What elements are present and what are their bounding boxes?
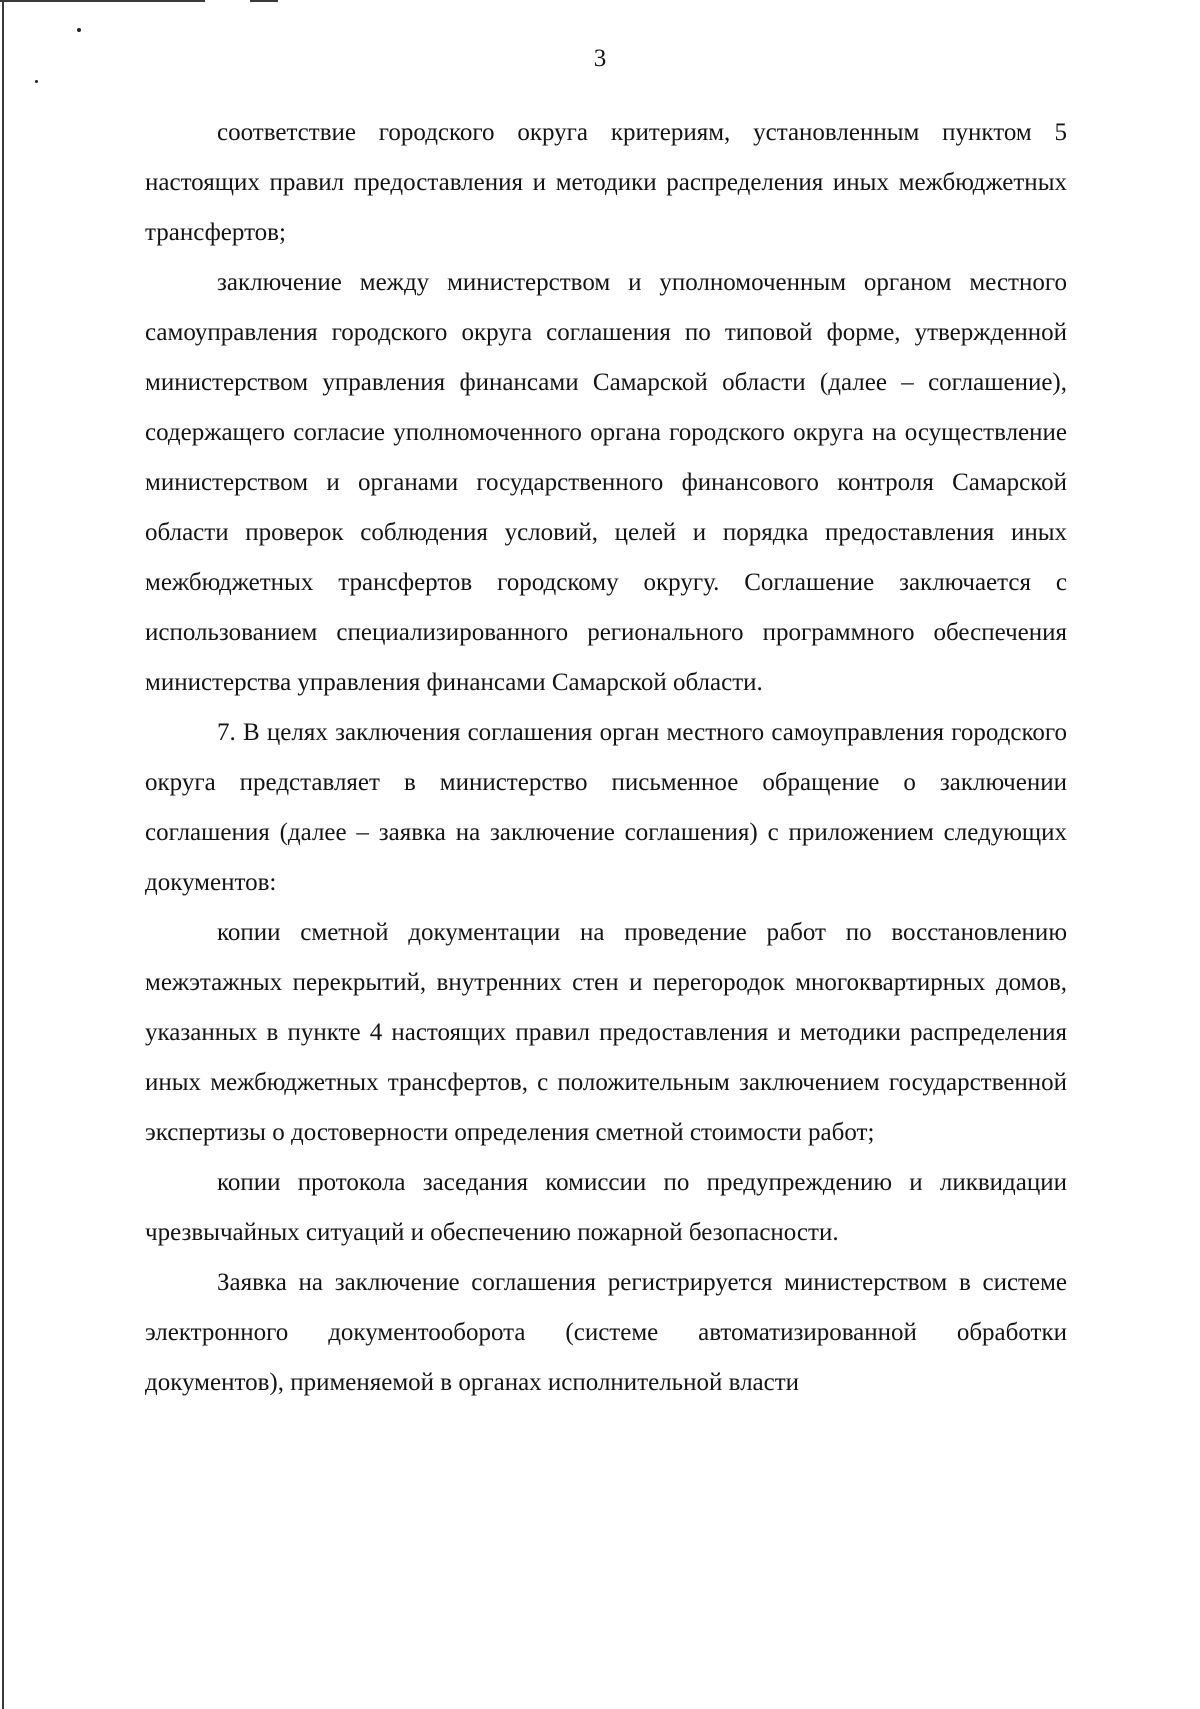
paragraph-agreement: заключение между министерством и уполномоченным органом местного самоуправления городского округа соглашения по типовой форме, утвержденной министерством управления финансами Самарской области (далее – соглашение), содержащего согласие уполномоченного органа городского округа на осуществление министерством и органами государственного финансового контроля Самарской области проверок соблюдения условий, целей и порядка предоставления иных межбюджетных трансфертов городскому округу. Соглашение заключается с использованием специализированного регионального программного обеспечения министерства управления финансами Самарской области.	[145, 269, 1067, 696]
paragraph-application-registration: Заявка на заключение соглашения регистрируется министерством в системе электронного документооборота (системе автоматизированной обработки документов), применяемой в органах исполнительной власти	[145, 1269, 1067, 1396]
paragraph-criteria: соответствие городского округа критериям, установленным пунктом 5 настоящих правил предоставления и методики распределения иных межбюджетных трансфертов;	[145, 119, 1067, 246]
paragraph-protocol-copies: копии протокола заседания комиссии по предупреждению и ликвидации чрезвычайных ситуаций и обеспечению пожарной безопасности.	[145, 1169, 1067, 1246]
scan-speck	[35, 80, 38, 83]
paragraph-estimate-copies: копии сметной документации на проведение работ по восстановлению межэтажных перекрытий, внутренних стен и перегородок многоквартирных домов, указанных в пункте 4 настоящих правил предоставления и методики распределения иных межбюджетных трансфертов, с положительным заключением государственной экспертизы о достоверности определения сметной стоимости работ;	[145, 919, 1067, 1146]
scan-border-left	[2, 0, 4, 1709]
scan-border-top	[250, 0, 278, 2]
paragraph-item-7: 7. В целях заключения соглашения орган местного самоуправления городского округа представляет в министерство письменное обращение о заключении соглашения (далее – заявка на заключение соглашения) с приложением следующих документов:	[145, 719, 1067, 896]
scan-border-top	[0, 0, 205, 2]
scan-speck	[77, 28, 81, 32]
page-number: 3	[593, 45, 607, 72]
document-body	[145, 108, 1067, 1408]
